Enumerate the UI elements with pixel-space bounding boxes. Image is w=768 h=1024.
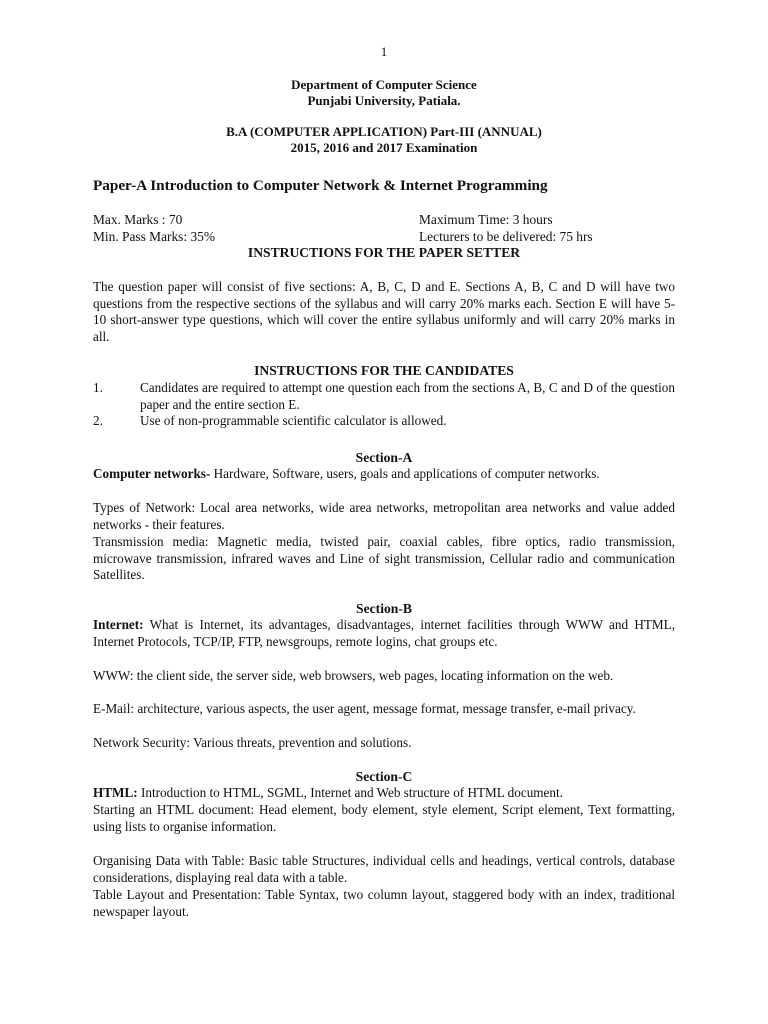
list-item-text: Use of non-programmable scientific calculator is allowed.	[140, 413, 447, 429]
page-number: 1	[380, 44, 388, 59]
list-item-number: 1.	[93, 380, 103, 395]
section-b-internet	[93, 617, 675, 650]
section-b-internet-text: What is Internet, its advantages, disadvantages, internet facilities through WWW and HTML, Internet Protocols, TCP/IP, FTP, newsgroups, remote logins, chat groups etc.	[93, 617, 675, 649]
course-name: B.A (COMPUTER APPLICATION) Part-III (ANNUAL)	[226, 124, 542, 139]
setter-heading: INSTRUCTIONS FOR THE PAPER SETTER	[247, 245, 521, 260]
section-b-email: E-Mail: architecture, various aspects, the user agent, message format, message transfer, e-mail privacy.	[93, 701, 636, 716]
course-header	[0, 124, 768, 156]
max-marks: Max. Marks : 70	[93, 212, 183, 227]
section-a-networks-text: Hardware, Software, users, goals and applications of computer networks.	[210, 466, 600, 481]
university-name: Punjabi University, Patiala.	[307, 93, 461, 108]
min-pass-marks: Min. Pass Marks: 35%	[93, 228, 216, 244]
section-c-heading: Section-C	[355, 769, 413, 784]
section-b-term: Internet:	[93, 617, 144, 632]
section-a-types: Types of Network: Local area networks, wide area networks, metropolitan area networks and value added networks - their features.	[93, 500, 675, 532]
list-item-text: Candidates are required to attempt one question each from the sections A, B, C and D of the question paper and the entire section E.	[140, 380, 675, 412]
section-b-heading: Section-B	[356, 601, 412, 616]
section-a-heading: Section-A	[355, 450, 413, 465]
exam-meta	[93, 212, 675, 245]
department-name: Department of Computer Science	[291, 77, 477, 92]
section-a-media: Transmission media: Magnetic media, twisted pair, coaxial cables, fibre optics, radio transmission, microwave transmission, infrared waves and Line of sight transmission, Cellular radio and communication Satellites.	[93, 534, 675, 583]
max-time: Maximum Time: 3 hours	[419, 212, 553, 227]
section-a-term: Computer networks-	[93, 466, 211, 481]
section-b-www: WWW: the client side, the server side, web browsers, web pages, locating information on the web.	[93, 668, 614, 683]
section-c-html-text: Introduction to HTML, SGML, Internet and Web structure of HTML document.	[137, 785, 563, 800]
section-c-term: HTML:	[93, 785, 138, 800]
candidates-heading: INSTRUCTIONS FOR THE CANDIDATES	[254, 363, 514, 378]
list-item	[93, 380, 675, 413]
list-item	[93, 413, 675, 430]
section-a-networks	[93, 466, 675, 483]
section-c-html	[93, 785, 675, 802]
list-item-number: 2.	[93, 413, 103, 429]
section-c-starting: Starting an HTML document: Head element, body element, style element, Script element, Text formatting, using lists to organise information.	[93, 802, 675, 834]
section-b-security: Network Security: Various threats, prevention and solutions.	[93, 735, 412, 750]
lectures-count: Lecturers to be delivered: 75 hrs	[419, 228, 593, 244]
section-c-tables: Organising Data with Table: Basic table Structures, individual cells and headings, vertical controls, database considerations, displaying real data with a table.	[93, 853, 675, 885]
candidates-list	[93, 380, 675, 430]
section-c-layout: Table Layout and Presentation: Table Syntax, two column layout, staggered body with an index, traditional newspaper layout.	[93, 887, 675, 919]
setter-instructions: The question paper will consist of five sections: A, B, C, D and E. Sections A, B, C and D will have two questions from the respective sections of the syllabus and will carry 20% marks each. Section E will have 5-10 short-answer type questions, which will cover the entire syllabus uniformly and will carry 20% marks in all.	[93, 279, 675, 345]
paper-title: Paper-A Introduction to Computer Network & Internet Programming	[93, 177, 548, 194]
department-header	[0, 77, 768, 109]
exam-years: 2015, 2016 and 2017 Examination	[290, 140, 478, 155]
